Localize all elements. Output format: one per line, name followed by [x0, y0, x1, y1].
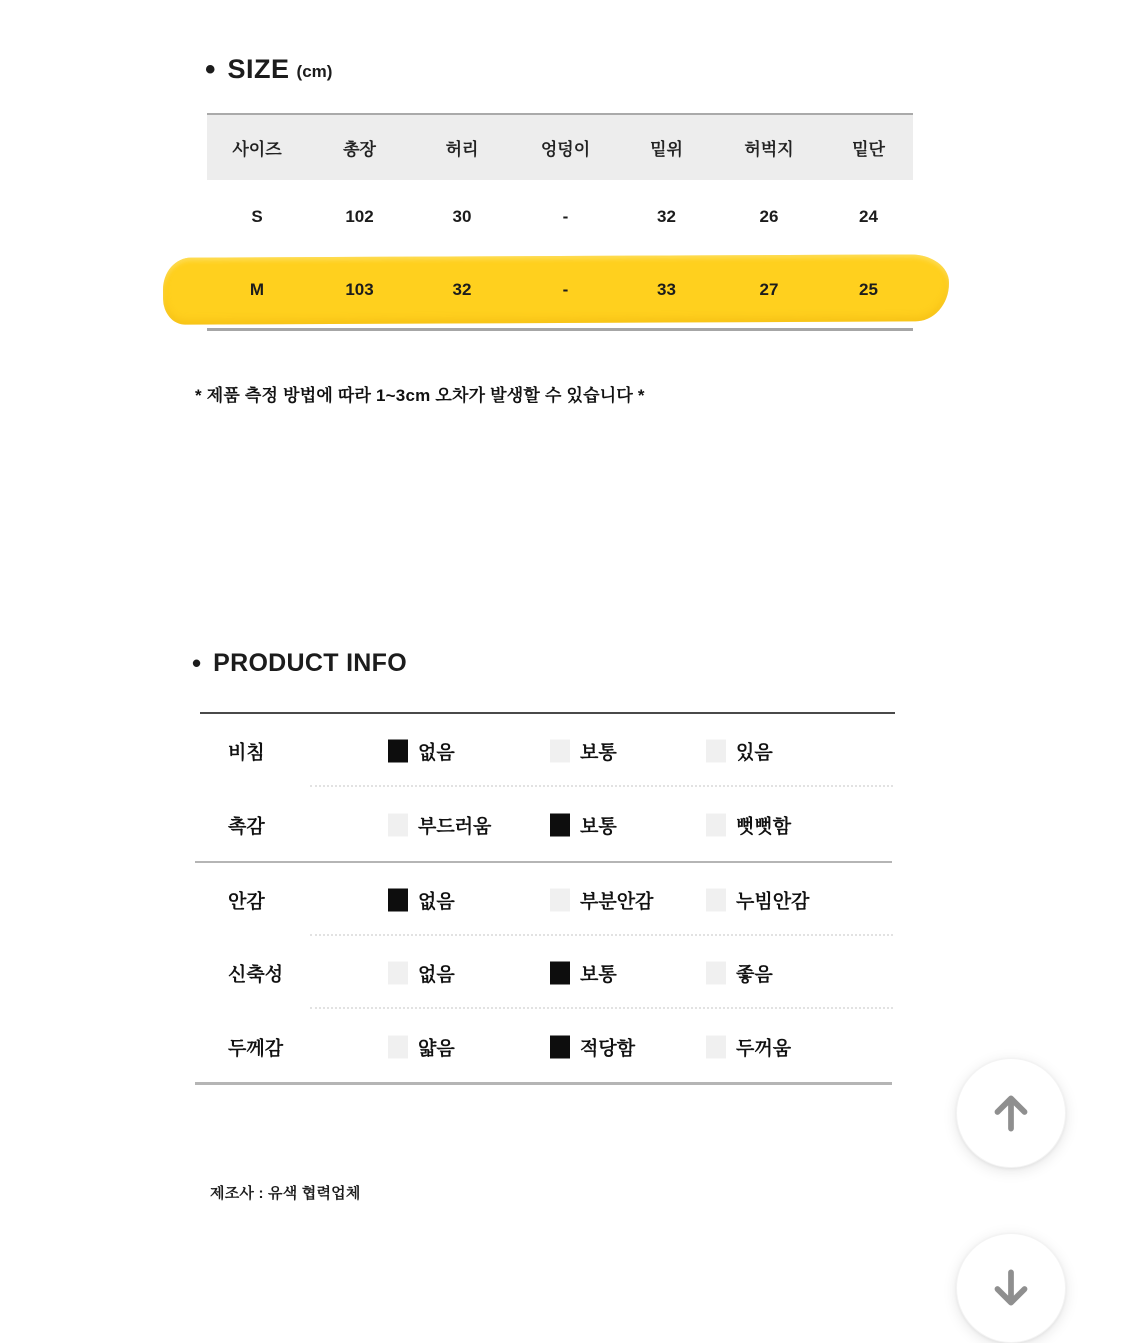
cell-value: 26: [759, 206, 779, 226]
option-label: 없음: [418, 964, 455, 985]
option: [706, 812, 791, 839]
measurement-note: * 제품 측정 방법에 따라 1~3cm 오차가 발생할 수 있습니다 *: [195, 386, 645, 405]
size-table-container: [207, 113, 913, 331]
checkbox-icon: [550, 814, 570, 837]
col-header-size: 사이즈: [232, 140, 282, 159]
scroll-down-button[interactable]: [956, 1233, 1066, 1343]
option-label: 얇음: [418, 1038, 455, 1060]
option: [388, 737, 455, 764]
cell-value: -: [562, 280, 569, 300]
option: [550, 1034, 635, 1061]
size-section-title: [205, 54, 332, 85]
row-label: 안감: [228, 891, 265, 912]
product-info-row-texture: [200, 787, 895, 863]
option: [550, 812, 617, 839]
option-label: 없음: [418, 891, 455, 912]
row-label: 비침: [228, 742, 265, 763]
cell-size: M: [249, 280, 265, 300]
size-table: [207, 113, 913, 331]
product-info-title: [192, 648, 407, 679]
col-header-hip: 엉덩이: [540, 140, 591, 159]
option: [550, 886, 653, 913]
cell-value: 24: [859, 206, 878, 226]
option: [388, 959, 455, 986]
cell-value: 102: [345, 206, 374, 226]
option-label: 없음: [418, 742, 455, 763]
option: [388, 812, 491, 839]
bullet-icon: •: [205, 52, 216, 86]
col-header-total-length: 총장: [343, 140, 376, 159]
col-header-hem: 밑단: [852, 140, 885, 159]
checkbox-icon: [706, 961, 726, 984]
row-label: 신축성: [228, 964, 284, 985]
cell-value: 25: [859, 280, 878, 300]
row-label: 촉감: [228, 816, 265, 838]
cell-value: -: [562, 206, 569, 226]
checkbox-icon: [706, 1036, 726, 1059]
cell-value: 32: [452, 280, 472, 300]
product-info-row-sheerness: [200, 714, 895, 787]
product-info-title-text: PRODUCT INFO: [213, 649, 407, 677]
cell-value: 33: [657, 280, 676, 300]
checkbox-icon: [550, 961, 570, 984]
option: [550, 737, 617, 764]
option-label: 좋음: [736, 964, 773, 985]
product-info-table: [200, 712, 895, 1085]
checkbox-icon: [388, 961, 408, 984]
size-table-header-row: [207, 114, 913, 180]
checkbox-icon: [388, 739, 408, 762]
product-info-row-elasticity: [200, 936, 895, 1009]
col-header-rise: 밑위: [650, 140, 683, 159]
scroll-up-button[interactable]: [956, 1058, 1066, 1168]
option: [706, 959, 773, 986]
option-label: 보통: [580, 742, 617, 763]
cell-value: 103: [345, 280, 374, 300]
option: [706, 1034, 791, 1061]
manufacturer-text: 제조사 : 유색 협력업체: [210, 1185, 361, 1202]
col-header-waist: 허리: [445, 140, 479, 159]
option: [388, 1034, 455, 1061]
product-info-row-thickness: [200, 1009, 895, 1085]
col-header-thigh: 허벅지: [744, 140, 794, 159]
option-label: 보통: [580, 964, 617, 985]
arrow-up-icon: [986, 1088, 1036, 1138]
option: [706, 737, 773, 764]
size-row-m-highlighted: [207, 253, 913, 329]
size-row-s: [207, 180, 913, 253]
option-label: 부분안감: [580, 891, 654, 912]
option-label: 있음: [736, 742, 773, 763]
option-label: 뻣뻣함: [736, 816, 792, 838]
option-label: 부드러움: [418, 816, 492, 838]
checkbox-icon: [706, 739, 726, 762]
size-title-text: SIZE: [227, 54, 290, 84]
checkbox-icon: [388, 1036, 408, 1059]
option-label: 두꺼움: [736, 1038, 792, 1060]
cell-value: 27: [759, 280, 779, 300]
checkbox-icon: [706, 888, 726, 911]
checkbox-icon: [550, 888, 570, 911]
cell-value: 32: [657, 206, 676, 226]
cell-value: 30: [452, 206, 472, 226]
option: [550, 959, 617, 986]
checkbox-icon: [550, 739, 570, 762]
product-info-row-lining: [200, 863, 895, 936]
option: [706, 886, 809, 913]
option: [388, 886, 455, 913]
checkbox-icon: [550, 1036, 570, 1059]
checkbox-icon: [388, 888, 408, 911]
size-unit-text: (cm): [296, 61, 333, 81]
row-separator: [195, 1082, 892, 1085]
option-label: 보통: [580, 816, 617, 838]
option-label: 적당함: [580, 1038, 636, 1060]
checkbox-icon: [388, 814, 408, 837]
row-label: 두께감: [228, 1038, 284, 1060]
arrow-down-icon: [986, 1263, 1036, 1313]
checkbox-icon: [706, 814, 726, 837]
option-label: 누빔안감: [736, 891, 810, 912]
bullet-icon: •: [192, 648, 202, 678]
cell-size: S: [251, 206, 263, 226]
